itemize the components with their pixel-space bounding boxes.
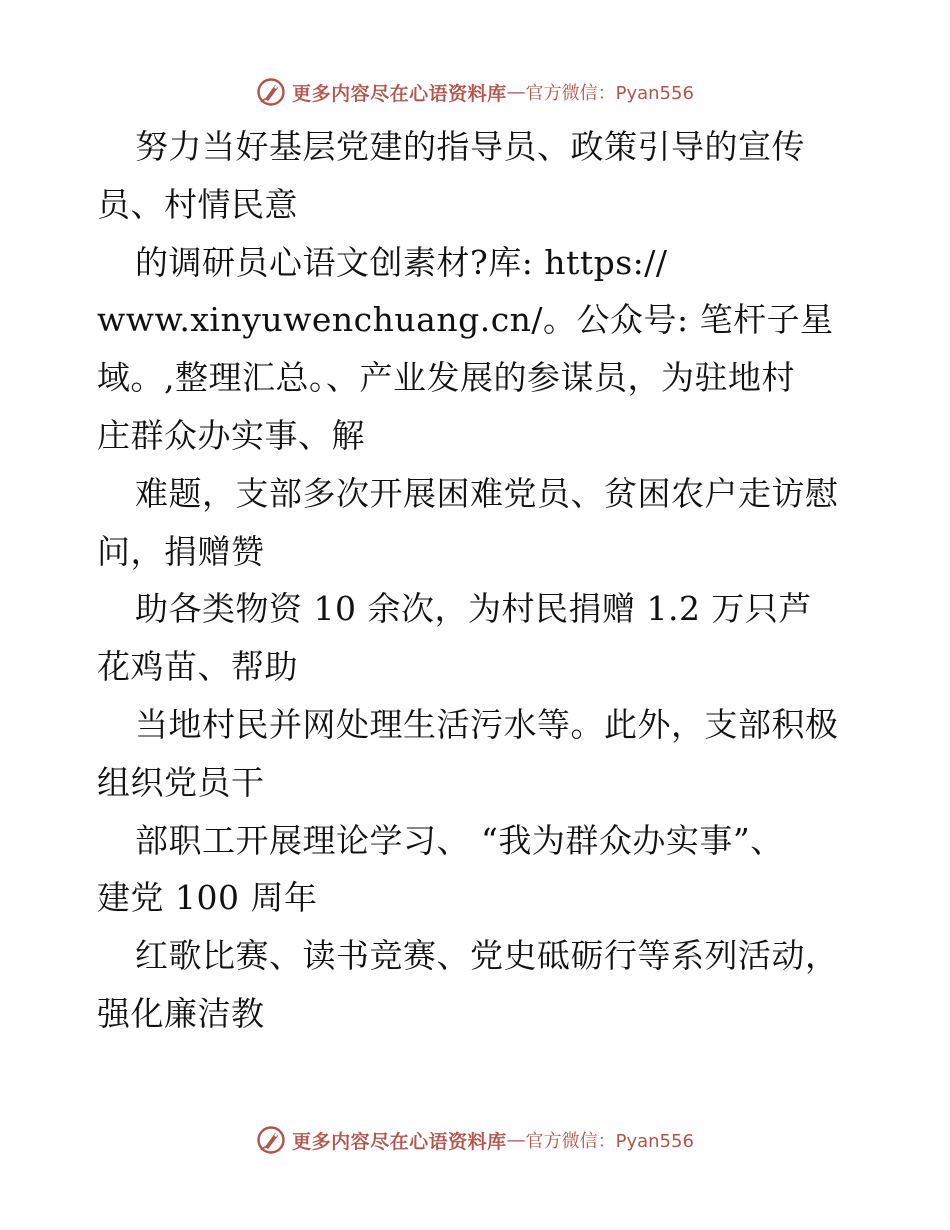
text-line: 建党 100 周年 [97, 878, 318, 918]
text-line: 庄群众办实事、解 [97, 415, 365, 455]
header-banner-text: 更多内容尽在心语资料库 [292, 82, 507, 105]
text-line: 花鸡苗、帮助 [97, 647, 298, 687]
text-line: 域。,整理汇总。、产业发展的参谋员，为驻地村 [97, 358, 795, 398]
header-wechat: 官方微信：Pyan556 [525, 83, 694, 104]
text-line: 努力当好基层党建的指导员、政策引导的宣传 [135, 127, 805, 166]
footer-wechat: 官方微信：Pyan556 [525, 1131, 694, 1152]
text-line: 员、村情民意 [97, 184, 298, 224]
pen-logo-icon [256, 1125, 286, 1155]
footer-banner-text: 更多内容尽在心语资料库 [292, 1130, 507, 1153]
text-line: 部职工开展理论学习、 “我为群众办实事”、 [135, 820, 784, 860]
header-banner [0, 72, 950, 112]
pen-logo-icon [256, 77, 286, 107]
text-line: 问，捐赠赞 [97, 531, 265, 571]
text-line: www.xinyuwenchuang.cn/。公众号: 笔杆子星 [97, 300, 834, 340]
text-line: 强化廉洁教 [97, 993, 265, 1033]
text-line: 红歌比赛、读书竞赛、党史砥砺行等系列活动， [135, 936, 839, 976]
text-line: 助各类物资 10 余次，为村民捐赠 1.2 万只芦 [135, 589, 812, 629]
text-line: 难题，支部多次开展困难党员、贫困农户走访慰 [135, 473, 839, 513]
text-line: 当地村民并网处理生活污水等。此外，支部积极 [135, 704, 839, 744]
footer-banner [0, 1120, 950, 1160]
document-body [97, 118, 857, 1043]
text-line: 的调研员心语文创素材?库: https:// [135, 242, 668, 282]
header-separator: — [506, 81, 526, 103]
footer-separator: — [506, 1129, 526, 1151]
text-line: 组织党员干 [97, 762, 265, 802]
